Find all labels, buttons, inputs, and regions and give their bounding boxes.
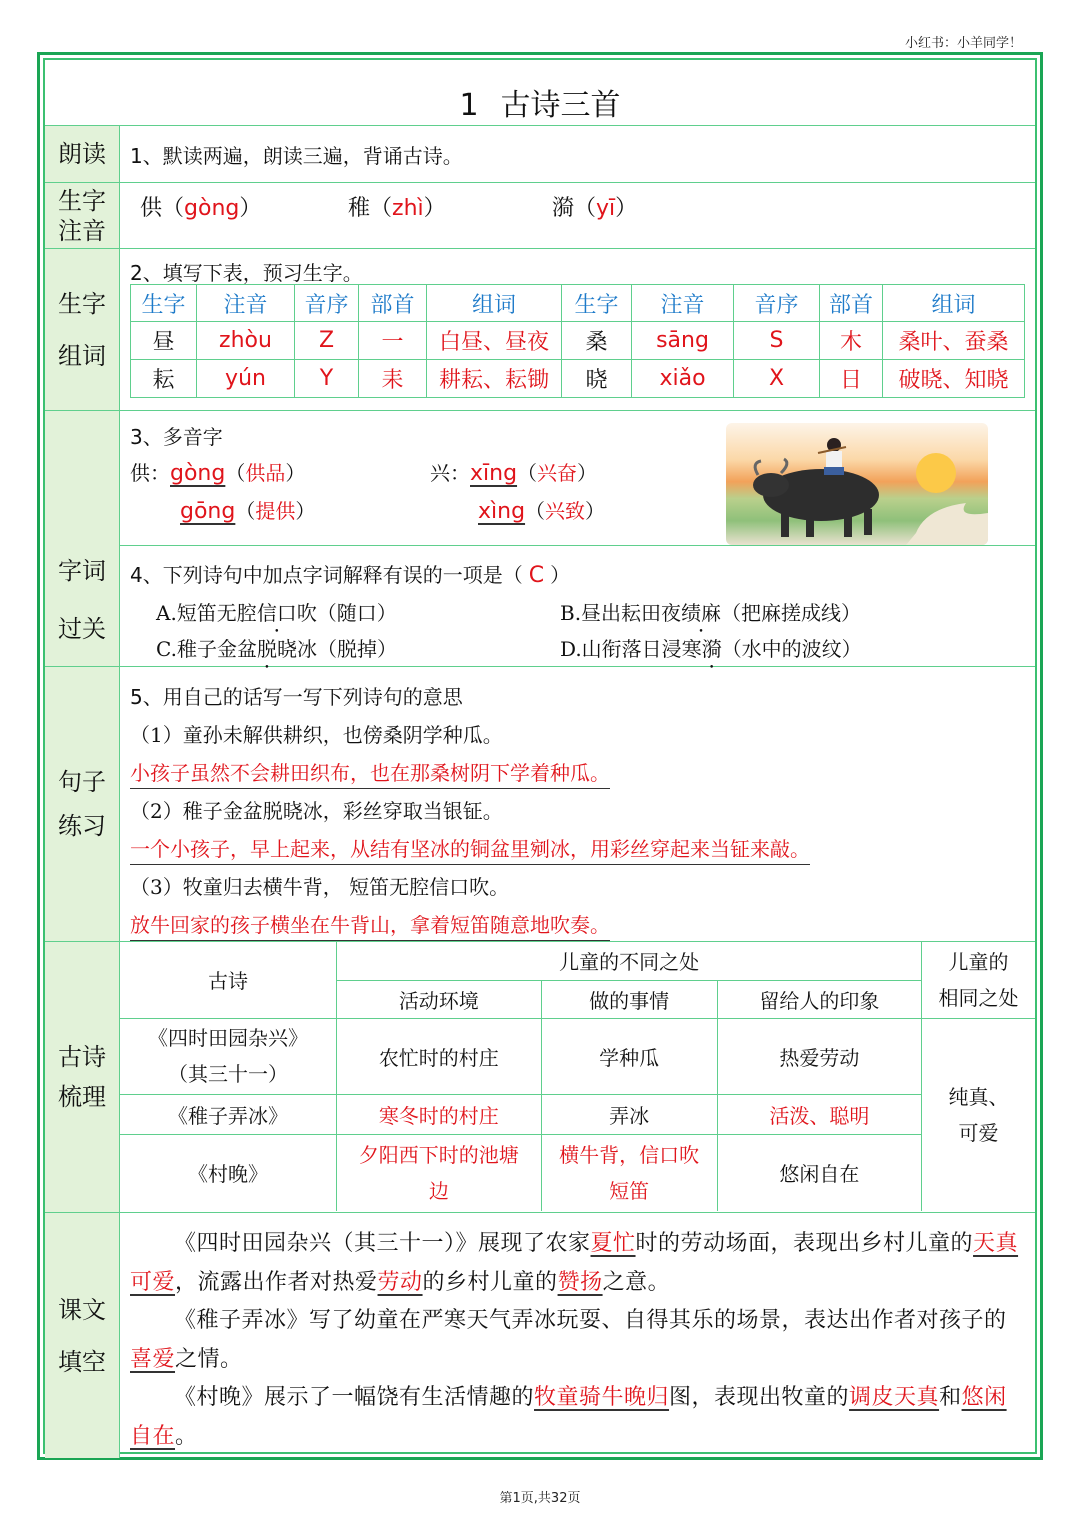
label-text: 注音 [58,216,106,245]
sentences-content [120,667,1035,941]
illustration-buffalo-boy [726,423,988,545]
word-groups-row [45,249,1035,411]
text: ，流露出作者对热爱 [175,1269,378,1295]
cell-pinyin: zhòu [197,322,295,360]
cell-doing: 横牛背，信口吹短笛 [541,1134,717,1211]
option-text: （把麻搓成线） [721,601,862,625]
cell-words: 白昼、昼夜 [427,322,562,360]
pinyin-content [120,183,1035,248]
option-d [560,633,862,662]
option-text: 晓冰（脱掉） [276,637,397,661]
title-row [45,60,1035,126]
char-table [130,284,1025,398]
header-impression: 留给人的印象 [717,980,921,1018]
cell-initial: S [734,322,820,360]
word-groups-label [45,249,120,410]
cell-env: 农忙时的村庄 [337,1018,541,1094]
pinyin-label [45,183,120,248]
blank-answer: 悠闲自在 [130,1385,1007,1449]
vocab-row [45,411,1035,667]
watermark: 小红书：小羊同学！ [904,36,1022,51]
table-row [131,360,1025,398]
header-cell: 部首 [820,285,883,322]
reading-word: 兴奋 [537,461,578,485]
reading-word: 提供 [255,499,296,523]
lesson-number: 1 [459,88,479,123]
cell-poem: 《村晚》 [120,1134,337,1211]
q4-answer: C [528,563,545,588]
polyphone-group: 兴：xīng（兴奋） [430,461,598,486]
text: 图，表现出牧童的 [669,1385,850,1410]
cell-poem: 《稚子弄冰》 [120,1094,337,1134]
label-text: 朗读 [58,140,106,168]
cell-pinyin: sāng [632,322,734,360]
sentences-label [45,667,120,941]
polyphone-char: 兴： [430,461,470,485]
cell-impression: 悠闲自在 [717,1134,921,1211]
cell-words: 破晓、知晓 [883,360,1025,398]
pinyin-item: 供（gòng） [140,196,262,221]
poem-review-label [45,942,120,1212]
paragraph [130,1302,1027,1379]
text: 《四时田园杂兴（其三十一）》展现了农家 [174,1231,591,1256]
same-text: 纯真、 [948,1084,1009,1109]
option-a [156,597,397,626]
pinyin-item: 漪（yī） [552,196,638,221]
label-text: 梳理 [58,1083,106,1111]
blank-answer: 牧童骑牛晚归 [534,1385,670,1410]
blank-answer: 赞扬 [557,1269,603,1295]
header-cell: 部首 [359,285,427,322]
cell-pinyin: xiǎo [632,360,734,398]
cell-initial: Y [295,360,359,398]
text: 的乡村儿童的 [422,1269,558,1295]
blank-answer: 调皮天真 [849,1385,940,1410]
cell-char: 桑 [562,322,632,360]
sentences-row [45,667,1035,942]
q3-title: 3、多音字 [130,425,223,449]
label-text: 填空 [58,1347,106,1376]
cell-radical: 一 [359,322,427,360]
label-text: 字词 [58,557,106,585]
char: 漪 [552,196,575,221]
dotted-text: 信口 [256,601,297,625]
option-text: （水中的波纹） [721,637,862,661]
cell-words: 耕耘、耘锄 [427,360,562,398]
blank-answer: 天真可爱 [130,1231,1019,1295]
polyphone-reading: xìng（兴致） [478,499,606,524]
vocab-content [120,411,1035,666]
option-text: 吹（随口） [296,601,397,625]
blank-answer: 夏忙 [590,1231,636,1256]
option-text: B.昼出耘田夜 [560,601,682,625]
blank-answer: 劳动 [377,1269,423,1295]
lesson-title: 古诗三首 [500,88,621,123]
cell-char: 耘 [131,360,197,398]
option-text: A.短笛无腔 [156,601,257,625]
same-text: 可爱 [958,1120,999,1145]
char: 稚 [348,196,371,221]
pinyin: gòng [184,196,240,221]
vocab-label [45,411,120,666]
label-text: 练习 [58,812,106,840]
q4-title [130,559,570,588]
reading-label [45,126,120,182]
cell-doing: 学种瓜 [541,1018,717,1094]
label-text: 生字 [58,186,106,215]
label-text: 生字 [58,289,106,318]
poem-line: （2）稚子金盆脱晓冰，彩丝穿取当银钲。 [130,799,503,823]
fill-blank-label [45,1213,120,1458]
reading-content [120,126,1035,182]
header-cell: 注音 [197,285,295,322]
cell-impression: 活泼、聪明 [717,1094,921,1134]
pinyin-row [45,183,1035,249]
word-groups-instruction: 2、填写下表，预习生字。 [130,261,363,285]
poem-title: 《四时田园杂兴》 [148,1026,309,1050]
table-row [120,1134,1035,1211]
table-header-row [131,285,1025,322]
polyphone-char: 供： [130,461,170,485]
option-text: D.山衔落日浸寒 [560,637,702,661]
polyphone-group: 供：gòng（供品） [130,461,306,486]
page-title [45,60,1035,125]
q4-block [120,547,1035,667]
cell-env: 寒冬时的村庄 [337,1094,541,1134]
table-row [120,1018,1035,1094]
cell-env: 夕阳西下时的池塘边 [337,1134,541,1211]
answer-line: 一个小孩子，早上起来，从结有坚冰的铜盆里剜冰，用彩丝穿起来当钲来敲。 [130,833,810,865]
option-text: C.稚子金盆 [156,637,257,661]
answer-line: 放牛回家的孩子横坐在牛背山，拿着短笛随意地吹奏。 [130,909,610,941]
fill-blank-content [120,1213,1035,1458]
reading-pinyin: gōng [180,499,236,524]
cell-initial: X [734,360,820,398]
label-text: 过关 [58,615,106,643]
poem-line: （3）牧童归去横牛背， 短笛无腔信口吹。 [130,875,510,899]
table-row [131,322,1025,360]
header-cell: 组词 [883,285,1025,322]
cell-words: 桑叶、蚕桑 [883,322,1025,360]
reading-pinyin: gòng [170,461,226,486]
header-cell: 注音 [632,285,734,322]
q4-paren: ） [550,563,571,587]
answer-line: 小孩子虽然不会耕田织布，也在那桑树阴下学着种瓜。 [130,757,610,789]
pinyin: yī [596,196,616,221]
worksheet-frame [37,52,1043,1460]
dotted-text: 漪 [701,637,722,661]
cell-char: 昼 [131,322,197,360]
fill-blank-row [45,1213,1035,1458]
header-same [922,942,1035,1018]
paragraph [130,1379,1027,1456]
poem-review-content [120,942,1035,1212]
text: 时的劳动场面，表现出乡村儿童的 [635,1231,974,1256]
header-text: 相同之处 [938,985,1019,1010]
reading-word: 兴致 [545,499,586,523]
pinyin: zhì [392,196,424,221]
header-cell: 组词 [427,285,562,322]
char: 供 [140,196,163,221]
poem-title: （其三十一） [168,1062,289,1086]
cell-radical: 耒 [359,360,427,398]
label-text: 古诗 [58,1043,106,1071]
cell-char: 晓 [562,360,632,398]
buffalo-boy-illustration-icon [726,423,988,545]
worksheet-inner-frame [43,58,1037,1454]
text: 。 [175,1423,198,1449]
text: 之情。 [175,1346,243,1372]
text: 之意。 [602,1269,671,1295]
option-c [156,633,397,662]
reading-pinyin: xìng [478,499,526,524]
text: 《村晚》展示了一幅饶有生活情趣的 [174,1385,535,1410]
table-header-row [120,942,1035,980]
reading-pinyin: xīng [470,461,518,486]
header-poem: 古诗 [120,942,337,1018]
header-cell: 生字 [562,285,632,322]
label-text: 课文 [58,1295,106,1324]
reading-row [45,126,1035,183]
polyphone-reading: gōng（提供） [180,499,316,524]
poem-review-row [45,942,1035,1213]
q4-question: 4、下列诗句中加点字词解释有误的一项是（ [130,563,523,587]
header-cell: 生字 [131,285,197,322]
table-row [120,1094,1035,1134]
reading-word: 供品 [245,461,286,485]
cell-poem [120,1018,337,1094]
pinyin-item: 稚（zhì） [348,196,446,221]
poem-review-table [120,942,1035,1211]
header-doing: 做的事情 [541,980,717,1018]
q5-title: 5、用自己的话写一写下列诗句的意思 [130,685,463,709]
label-text: 组词 [58,341,106,370]
cell-initial: Z [295,322,359,360]
word-groups-content [120,249,1035,410]
cell-impression: 热爱劳动 [717,1018,921,1094]
dotted-text: 绩麻 [681,601,722,625]
header-cell: 音序 [295,285,359,322]
reading-instruction: 1、默读两遍，朗读三遍，背诵古诗。 [130,144,463,168]
cell-radical: 木 [820,322,883,360]
poem-line: （1）童孙未解供耕织，也傍桑阴学种瓜。 [130,723,503,747]
page-number: 第1页,共32页 [499,1491,581,1506]
header-text: 儿童的 [948,949,1009,974]
header-cell: 音序 [734,285,820,322]
header-env: 活动环境 [337,980,541,1018]
text: 《稚子弄冰》写了幼童在严寒天气弄冰玩耍、自得其乐的场景，表达出作者对孩子的 [174,1308,1007,1333]
label-text: 句子 [58,768,106,796]
paragraph [130,1225,1027,1302]
cell-same [922,1018,1035,1211]
dotted-text: 脱 [256,637,277,661]
option-b [560,597,861,626]
cell-radical: 日 [820,360,883,398]
cell-pinyin: yún [197,360,295,398]
cell-doing: 弄冰 [541,1094,717,1134]
blank-answer: 喜爱 [130,1346,176,1372]
text: 和 [939,1385,962,1410]
header-differences: 儿童的不同之处 [337,942,922,980]
